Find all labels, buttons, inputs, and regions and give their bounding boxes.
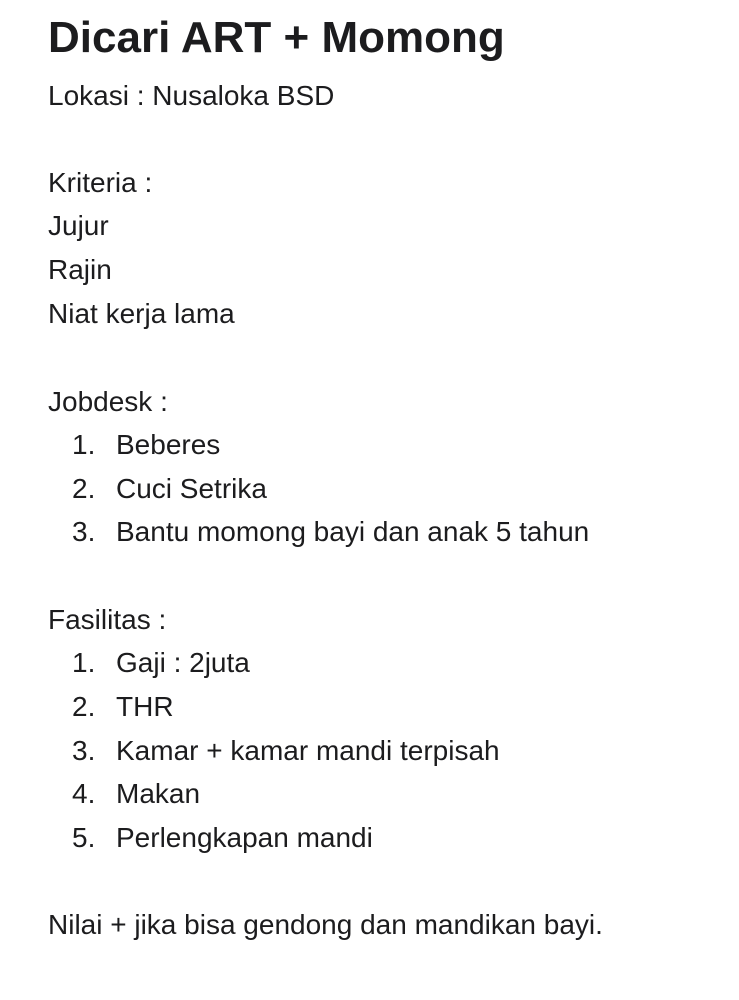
list-item-text: Bantu momong bayi dan anak 5 tahun xyxy=(116,516,590,547)
list-item-text: Cuci Setrika xyxy=(116,473,267,504)
criteria-item: Niat kerja lama xyxy=(48,298,235,329)
posting-title: Dicari ART + Momong xyxy=(48,13,505,62)
list-item-text: Beberes xyxy=(116,429,221,460)
list-item-text: Perlengkapan mandi xyxy=(116,822,373,853)
list-number: 1. xyxy=(72,647,96,678)
location-line: Lokasi : Nusaloka BSD xyxy=(48,80,335,111)
criteria-item: Jujur xyxy=(48,210,109,241)
criteria-item: Rajin xyxy=(48,254,112,285)
list-item-text: Gaji : 2juta xyxy=(116,647,250,678)
list-number: 2. xyxy=(72,691,96,722)
jobdesk-heading: Jobdesk : xyxy=(48,386,168,417)
list-number: 2. xyxy=(72,473,96,504)
list-item-text: THR xyxy=(116,691,174,722)
facilities-heading: Fasilitas : xyxy=(48,604,167,635)
list-number: 3. xyxy=(72,735,96,766)
list-item-text: Kamar + kamar mandi terpisah xyxy=(116,735,500,766)
bonus-note: Nilai + jika bisa gendong dan mandikan bayi. xyxy=(48,909,603,940)
list-number: 4. xyxy=(72,778,96,809)
criteria-heading: Kriteria : xyxy=(48,167,153,198)
list-number: 5. xyxy=(72,822,96,853)
list-number: 1. xyxy=(72,429,96,460)
list-number: 3. xyxy=(72,516,96,547)
list-item-text: Makan xyxy=(116,778,201,809)
